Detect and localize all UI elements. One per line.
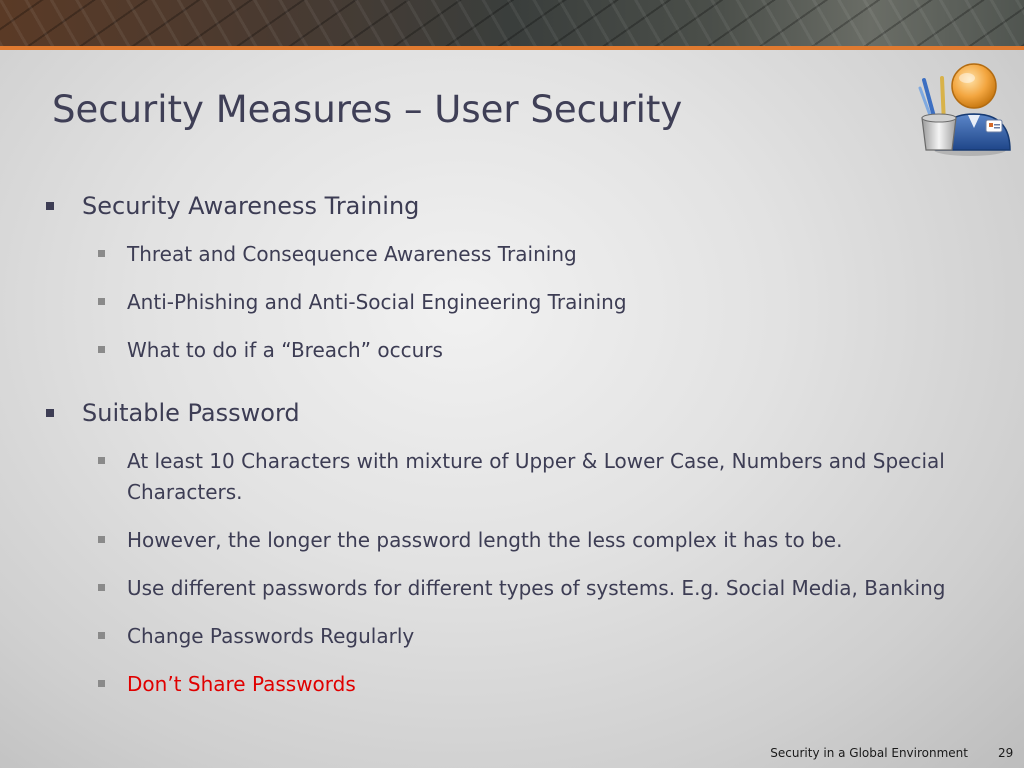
square-bullet-icon [98,584,105,591]
bullet-level2 [46,525,996,556]
bullet-level2 [46,335,996,366]
bullet-level2 [46,239,996,270]
header-banner [0,0,1024,46]
square-bullet-icon [98,680,105,687]
bullet-text: Change Passwords Regularly [127,624,415,648]
bullet-text: Use different passwords for different types of systems. E.g. Social Media, Banking [127,576,946,600]
square-bullet-icon [46,409,54,417]
slide-body [46,190,996,700]
square-bullet-icon [98,457,105,464]
bullet-level1 [46,190,996,222]
bullet-level2 [46,446,996,508]
bullet-level1 [46,397,996,429]
bullet-level2 [46,669,996,700]
bullet-level2 [46,621,996,652]
section-heading: Suitable Password [82,399,300,427]
bullet-text-highlighted: Don’t Share Passwords [127,672,356,696]
bullet-text: Anti-Phishing and Anti-Social Engineering Training [127,290,627,314]
bullet-text: However, the longer the password length the less complex it has to be. [127,528,843,552]
header-accent-stripe [0,46,1024,50]
page-number: 29 [998,746,1014,760]
slide-title: Security Measures – User Security [52,88,683,131]
bullet-level2 [46,573,996,604]
bullet-level2 [46,287,996,318]
user-with-pencil-cup-icon [912,58,1012,158]
section-security-awareness [46,190,996,366]
bullet-text: At least 10 Characters with mixture of Upper & Lower Case, Numbers and Special Characters. [127,449,945,504]
square-bullet-icon [98,298,105,305]
square-bullet-icon [46,202,54,210]
section-suitable-password [46,397,996,700]
square-bullet-icon [98,346,105,353]
square-bullet-icon [98,632,105,639]
footer-title: Security in a Global Environment [770,746,968,760]
bullet-text: What to do if a “Breach” occurs [127,338,443,362]
square-bullet-icon [98,250,105,257]
bullet-text: Threat and Consequence Awareness Training [127,242,577,266]
section-heading: Security Awareness Training [82,192,420,220]
square-bullet-icon [98,536,105,543]
